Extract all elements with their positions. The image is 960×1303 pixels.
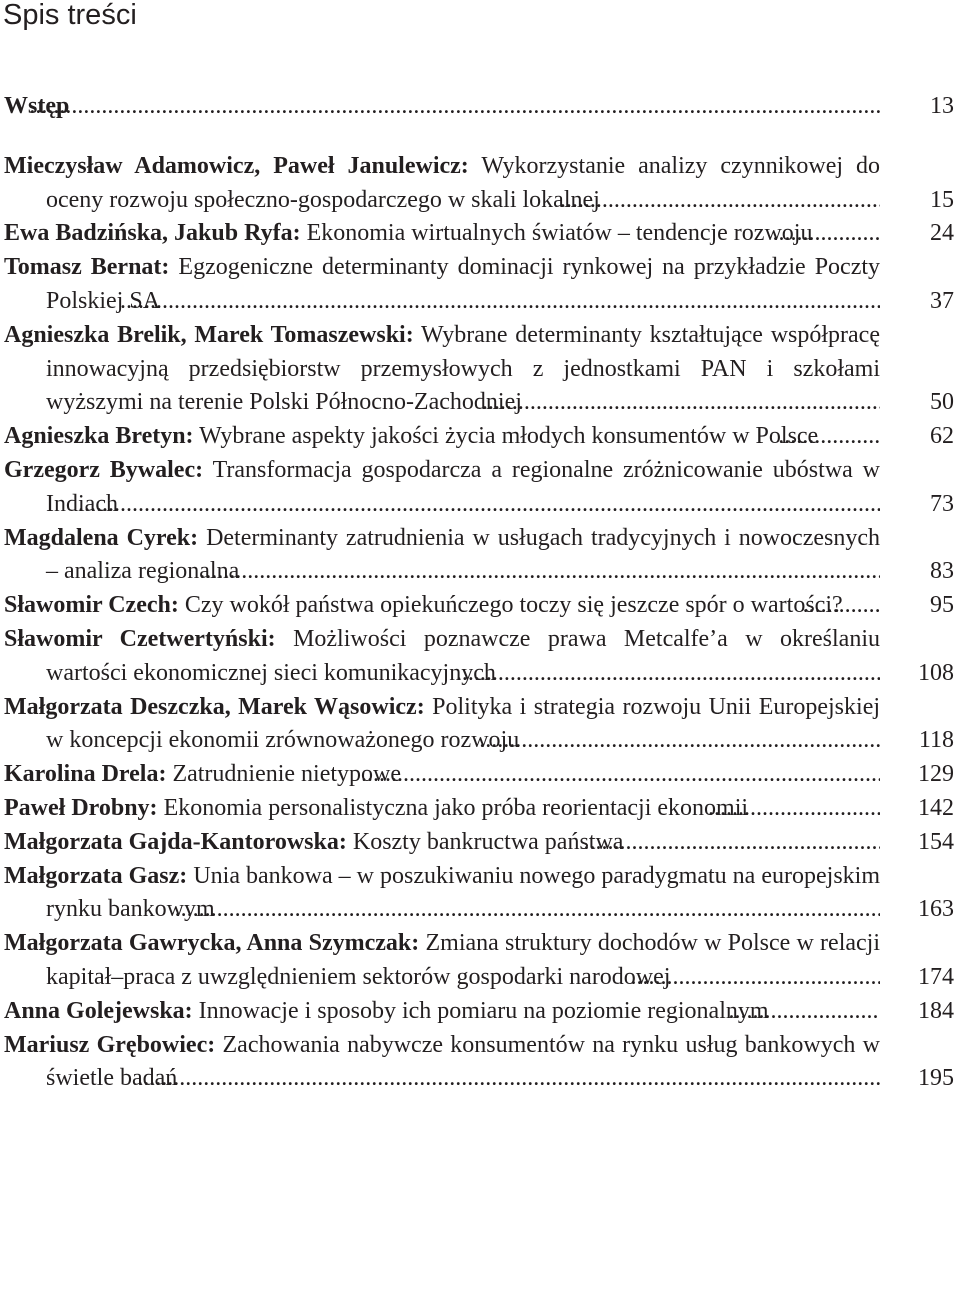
toc-entry-text <box>0 319 880 420</box>
toc-entry-title: Zatrudnienie nietypowe <box>172 761 402 788</box>
toc-entry-authors: Karolina Drela: <box>4 761 167 788</box>
toc-entry-title: Czy wokół państwa opiekuńczego toczy się jeszcze spór o wartości? <box>184 592 843 619</box>
toc-entry[interactable] <box>0 1029 960 1097</box>
toc-entry-page: 73 <box>880 488 960 522</box>
toc-entry-title: Transformacja gospodarcza a regionalne zróżnicowanie ubóstwa w Indiach <box>46 456 880 517</box>
table-of-contents <box>0 90 960 1096</box>
toc-entry-page: 37 <box>880 285 960 319</box>
toc-entry-authors: Agnieszka Brelik, Marek Tomaszewski: <box>4 321 414 348</box>
toc-entry-text <box>0 927 880 995</box>
toc-entry-text <box>0 995 880 1029</box>
toc-entry-title: Unia bankowa – w poszukiwaniu nowego paradygmatu na europejskim rynku bankowym <box>46 862 880 923</box>
toc-entry-page: 50 <box>880 386 960 420</box>
toc-entry[interactable] <box>0 217 960 251</box>
toc-entry-text <box>0 217 880 251</box>
toc-entry[interactable] <box>0 792 960 826</box>
toc-entry-authors: Sławomir Czech: <box>4 592 179 619</box>
toc-entry-page: 15 <box>880 184 960 218</box>
toc-entry-page: 95 <box>880 589 960 623</box>
toc-entry[interactable] <box>0 589 960 623</box>
toc-entry-page: 83 <box>880 555 960 589</box>
toc-entry-authors: Anna Golejewska: <box>4 997 193 1024</box>
toc-entry-title: Możliwości poznawcze prawa Metcalfe’a w określaniu wartości ekonomicznej sieci komunikacyjnych <box>46 625 880 686</box>
toc-entry[interactable] <box>0 860 960 928</box>
toc-entry-authors: Grzegorz Bywalec: <box>4 456 204 483</box>
toc-entry-authors: Mariusz Grębowiec: <box>4 1031 216 1058</box>
toc-entry-title: Koszty bankructwa państwa <box>352 828 624 855</box>
toc-entry-page: 163 <box>880 893 960 927</box>
toc-entry-authors: Paweł Drobny: <box>4 794 158 821</box>
toc-entry-authors: Małgorzata Gajda-Kantorowska: <box>4 828 347 855</box>
toc-entry[interactable] <box>0 758 960 792</box>
page-title: Spis treści <box>3 0 137 31</box>
toc-entry-title: Wybrane aspekty jakości życia młodych konsumentów w Polsce <box>199 423 819 450</box>
toc-entry-title: Determinanty zatrudnienia w usługach tradycyjnych i nowoczesnych – analiza regionalna <box>46 524 880 585</box>
toc-entry-page: 62 <box>880 420 960 454</box>
toc-entry-text <box>0 758 880 792</box>
toc-entry[interactable] <box>0 691 960 759</box>
toc-entry[interactable] <box>0 454 960 522</box>
toc-entry[interactable] <box>0 150 960 218</box>
toc-entry-page: 129 <box>880 758 960 792</box>
toc-entry-page: 142 <box>880 792 960 826</box>
toc-entry-page: 118 <box>880 724 960 758</box>
toc-entry-authors: Małgorzata Gawrycka, Anna Szymczak: <box>4 930 420 957</box>
toc-entry-title: Polityka i strategia rozwoju Unii Europejskiej w koncepcji ekonomii zrównoważonego rozwoju <box>46 693 880 754</box>
toc-entry-text <box>0 792 880 826</box>
toc-entry-authors: Mieczysław Adamowicz, Paweł Janulewicz: <box>4 152 469 179</box>
toc-entry[interactable] <box>0 90 960 124</box>
toc-entry-authors: Tomasz Bernat: <box>4 254 170 281</box>
toc-entry-authors: Małgorzata Deszczka, Marek Wąsowicz: <box>4 693 425 720</box>
toc-entry-text <box>0 150 880 218</box>
toc-entry-text <box>0 420 880 454</box>
toc-entry-authors: Ewa Badzińska, Jakub Ryfa: <box>4 220 301 247</box>
toc-entry-text <box>0 454 880 522</box>
toc-entry-text <box>0 826 880 860</box>
toc-entry-title: Ekonomia personalistyczna jako próba reorientacji ekonomii <box>163 794 749 821</box>
toc-entry-authors: Magdalena Cyrek: <box>4 524 199 551</box>
toc-entry-page: 154 <box>880 826 960 860</box>
toc-entry-text <box>0 589 880 623</box>
toc-entry[interactable] <box>0 251 960 319</box>
toc-entry-text <box>0 90 880 124</box>
toc-entry-text <box>0 860 880 928</box>
toc-entry-title: Zachowania nabywcze konsumentów na rynku usług bankowych w świetle badań <box>46 1031 880 1092</box>
toc-entry-title: Innowacje i sposoby ich pomiaru na poziomie regionalnym <box>198 997 769 1024</box>
toc-entry[interactable] <box>0 995 960 1029</box>
toc-entry-page: 184 <box>880 995 960 1029</box>
toc-entry-authors: Małgorzata Gasz: <box>4 862 188 889</box>
toc-entry[interactable] <box>0 927 960 995</box>
toc-entry-page: 108 <box>880 657 960 691</box>
toc-entry-page: 13 <box>880 90 960 124</box>
toc-entry-title: Zmiana struktury dochodów w Polsce w relacji kapitał–praca z uwzględnieniem sektorów gospodarki narodowej <box>46 930 880 990</box>
toc-entry-title: Ekonomia wirtualnych światów – tendencje rozwoju <box>306 220 813 247</box>
toc-entry-text <box>0 522 880 590</box>
toc-entry[interactable] <box>0 319 960 420</box>
toc-entry[interactable] <box>0 420 960 454</box>
toc-entry-page: 24 <box>880 217 960 251</box>
toc-entry[interactable] <box>0 623 960 691</box>
toc-entry-authors: Sławomir Czetwertyński: <box>4 625 276 652</box>
toc-entry-title: Egzogeniczne determinanty dominacji rynkowej na przykładzie Poczty Polskiej SA <box>46 254 880 314</box>
toc-entry-authors: Agnieszka Bretyn: <box>4 423 194 450</box>
toc-entry-authors: Wstęp <box>4 93 70 119</box>
toc-entry-title: Wybrane determinanty kształtujące współpracę innowacyjną przedsiębiorstw przemysłowych z jednostkami PAN i szkołami wyższymi na terenie Polski Północno-Zachodniej <box>46 321 880 416</box>
toc-entry[interactable] <box>0 826 960 860</box>
toc-entry-page: 174 <box>880 961 960 995</box>
toc-entry-page: 195 <box>880 1062 960 1096</box>
toc-entry-text <box>0 691 880 759</box>
toc-entry[interactable] <box>0 522 960 590</box>
toc-entry-text <box>0 1029 880 1097</box>
toc-entry-title: Wykorzystanie analizy czynnikowej do oceny rozwoju społeczno-gospodarczego w skali lokalnej <box>46 152 880 213</box>
toc-entry-text <box>0 251 880 319</box>
toc-entry-text <box>0 623 880 691</box>
